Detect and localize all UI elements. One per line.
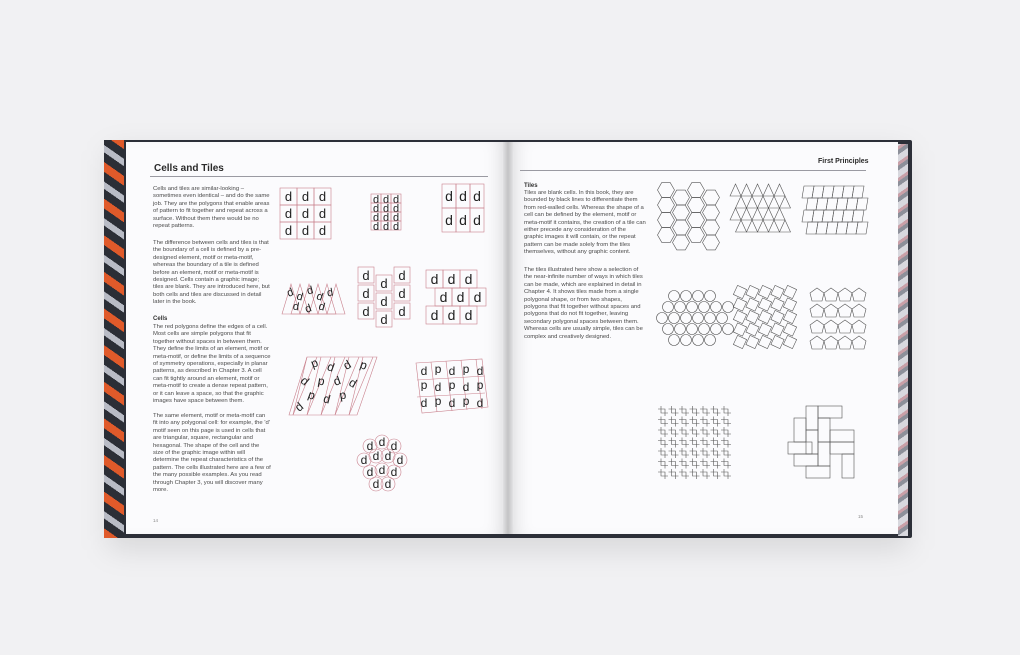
hexagonal-cells-figure: [350, 435, 412, 492]
hexagon-tile: [703, 235, 720, 250]
triangle-tile: [741, 184, 752, 196]
circle-tile: [705, 291, 716, 302]
interlaced-tile: [679, 459, 689, 469]
motif-glyph: d: [456, 289, 465, 305]
herringbone-tile: [788, 442, 812, 454]
motif-glyph: d: [292, 399, 307, 415]
circle-tile: [657, 313, 668, 324]
interlaced-tile: [700, 406, 710, 416]
triangle-tile: [747, 196, 758, 208]
interlaced-tile: [700, 438, 710, 448]
motif-glyph: d: [305, 388, 317, 405]
triangle-tile: [763, 208, 774, 220]
square-tile: [758, 310, 771, 323]
motif-glyph: d: [284, 223, 293, 238]
rotated-hexagon-cells-figure: [408, 357, 490, 417]
square-tile: [758, 298, 771, 311]
interlaced-tile: [690, 417, 700, 427]
interlaced-tile: [721, 427, 731, 437]
hexagon-tile: [673, 205, 690, 220]
motif-glyph: d: [473, 188, 481, 204]
motif-glyph: d: [473, 289, 482, 305]
hexagon-tile: [673, 235, 690, 250]
interlaced-tile: [721, 406, 731, 416]
motif-glyph: d: [430, 271, 439, 287]
motif-glyph: d: [297, 373, 312, 389]
square-tile: [771, 298, 784, 311]
hexagon-tiling-figure: [656, 180, 730, 248]
motif-glyph: d: [464, 307, 473, 323]
herringbone-tile: [830, 430, 854, 442]
motif-glyph: d: [316, 375, 326, 391]
circle-tile: [687, 302, 698, 313]
interlaced-tile: [700, 448, 710, 458]
motif-glyph: d: [380, 294, 388, 309]
motif-glyph: d: [392, 194, 400, 206]
motif-glyph: d: [346, 375, 360, 391]
tight-rectangular-cells-figure: [368, 192, 406, 234]
staggered-cells-figure: [356, 265, 412, 327]
interlaced-tile: [711, 448, 721, 458]
circle-tile: [693, 313, 704, 324]
circle-tile: [711, 324, 722, 335]
hexagon-tile: [688, 198, 705, 213]
motif-glyph: d: [314, 290, 325, 304]
cells-paragraph-1: The red polygons define the edges of a cell. Most cells are simple polygons that fit together without spaces in between them. They define the limits of an element, motif or meta-motif, or define the limits of a sequence of symmetry operations, especially in planar patterns, as described in Chapter 3. A cell can fit tightly around an element, motif or meta-motif to create a dense repeat pattern, or it can leave a space, so that the graphic images have space between them.: [153, 324, 271, 405]
interlaced-tile: [711, 438, 721, 448]
motif-glyph: d: [392, 212, 400, 224]
square-tile: [746, 335, 759, 348]
herringbone-tile: [818, 418, 830, 442]
motif-glyph: d: [291, 300, 300, 314]
interlaced-tile: [721, 469, 731, 479]
square-tile: [733, 335, 746, 348]
circle-tile: [669, 335, 680, 346]
motif-glyph: d: [398, 286, 406, 301]
triangle-tile: [769, 196, 780, 208]
motif-glyph: d: [309, 356, 321, 373]
interlaced-tile: [690, 459, 700, 469]
pentagon-tile: [852, 320, 866, 333]
motif-glyph: d: [284, 189, 293, 204]
circle-tile: [711, 302, 722, 313]
motif-glyph: d: [338, 389, 348, 405]
motif-glyph: d: [390, 439, 398, 453]
circle-tile: [687, 324, 698, 335]
motif-glyph: d: [476, 379, 484, 394]
herringbone-tiling-figure: [786, 404, 868, 484]
triangle-tile: [730, 208, 741, 220]
motif-glyph: d: [384, 449, 392, 463]
motif-glyph: d: [305, 284, 315, 298]
herringbone-tile: [842, 454, 854, 478]
interlaced-tile: [721, 459, 731, 469]
interlaced-tile: [721, 438, 731, 448]
circle-tile: [681, 313, 692, 324]
square-tile: [746, 310, 759, 323]
interlaced-tile: [690, 448, 700, 458]
motif-glyph: d: [372, 212, 380, 224]
circle-tile: [663, 302, 674, 313]
interlaced-tile: [679, 469, 689, 479]
circle-tile: [681, 291, 692, 302]
motif-glyph: d: [372, 203, 380, 215]
square-tile: [733, 323, 746, 336]
circle-tile: [699, 302, 710, 313]
interlaced-tile: [700, 469, 710, 479]
parallelogram-tile: [852, 186, 864, 198]
page-number-left: 14: [153, 518, 159, 523]
interlaced-tile: [658, 438, 668, 448]
motif-glyph: d: [382, 212, 390, 224]
interlaced-tile: [679, 438, 689, 448]
motif-glyph: d: [398, 304, 406, 319]
interlaced-tile: [658, 427, 668, 437]
interlaced-tile: [711, 459, 721, 469]
triangle-tile: [736, 220, 747, 232]
hexagon-tile: [658, 198, 675, 213]
motif-glyph: d: [340, 357, 354, 373]
square-tile: [733, 310, 746, 323]
page-title: Cells and Tiles: [154, 163, 224, 174]
motif-glyph: d: [447, 271, 456, 287]
triangle-tile: [747, 220, 758, 232]
hexagon-tile: [688, 213, 705, 228]
interlaced-tile: [690, 406, 700, 416]
hexagon-tile: [703, 205, 720, 220]
interlaced-tile: [711, 427, 721, 437]
circle-tile: [675, 302, 686, 313]
book-gutter: [503, 142, 513, 534]
circle-tile: [681, 335, 692, 346]
motif-glyph: d: [462, 363, 470, 378]
rotated-triangle-cells-figure: [287, 355, 379, 417]
circle-tile: [705, 335, 716, 346]
interlaced-tile: [669, 448, 679, 458]
triangle-tile: [780, 220, 791, 232]
interlaced-tile: [669, 406, 679, 416]
pentagon-tile: [810, 320, 824, 333]
hexagon-tile: [703, 190, 720, 205]
pentagon-tile: [810, 288, 824, 301]
hexagon-tile: [658, 213, 675, 228]
triangle-tile: [758, 220, 769, 232]
motif-glyph: d: [420, 396, 428, 410]
motif-glyph: d: [447, 307, 456, 323]
pentagon-tile: [838, 288, 852, 301]
interlaced-tile: [721, 448, 731, 458]
motif-glyph: d: [301, 223, 310, 238]
motif-glyph: d: [303, 302, 314, 316]
cairo-tiling-figure: [806, 284, 866, 354]
running-head: First Principles: [818, 158, 869, 165]
circle-tile: [669, 291, 680, 302]
interlaced-tile: [700, 417, 710, 427]
motif-glyph: d: [380, 312, 388, 327]
interlaced-tile: [669, 417, 679, 427]
interlaced-tile: [679, 406, 689, 416]
pentagon-tile: [810, 304, 824, 317]
circle-tile: [705, 313, 716, 324]
motif-glyph: d: [366, 439, 374, 453]
triangle-tile: [774, 184, 785, 196]
pentagon-tile: [852, 288, 866, 301]
interlaced-tile: [669, 427, 679, 437]
motif-glyph: d: [357, 358, 369, 375]
pentagon-tile: [838, 336, 852, 349]
motif-glyph: d: [362, 304, 370, 319]
interlaced-tile: [679, 448, 689, 458]
triangle-tile: [741, 208, 752, 220]
square-tile: [783, 285, 796, 298]
motif-glyph: d: [390, 465, 398, 479]
motif-glyph: d: [372, 477, 380, 491]
hexagon-tile: [658, 228, 675, 243]
motif-glyph: d: [372, 449, 380, 463]
motif-glyph: d: [462, 380, 470, 394]
triangle-tiling-figure: [730, 184, 792, 240]
motif-glyph: d: [360, 453, 368, 467]
motif-glyph: d: [295, 290, 305, 304]
motif-glyph: d: [317, 300, 327, 314]
motif-glyph: d: [430, 307, 439, 323]
motif-glyph: d: [434, 395, 442, 410]
motif-glyph: d: [396, 453, 404, 467]
motif-glyph: d: [420, 379, 428, 394]
pentagon-tile: [838, 304, 852, 317]
motif-glyph: d: [366, 465, 374, 479]
hexagon-tile: [658, 183, 675, 198]
motif-glyph: d: [284, 206, 293, 221]
tiles-paragraph-2: The tiles illustrated here show a selection of the near-infinite number of ways in which tiles can be made, which are explained in detail in Chapter 4. It shows tiles made from a single polygonal shape, or from two shapes, polygons that fit together without spaces and polygons that do not fit together, leaving secondary polygonal spaces between them. Whereas cells are usually simple, tiles can be complex and creatively designed.: [524, 267, 643, 340]
hexagon-tile: [673, 220, 690, 235]
motif-glyph: d: [439, 289, 448, 305]
interlaced-tile: [658, 459, 668, 469]
cover-pattern-left: [104, 140, 124, 538]
triangle-tile: [780, 196, 791, 208]
pentagon-tile: [824, 320, 838, 333]
square-tile: [783, 335, 796, 348]
circle-tile: [699, 324, 710, 335]
square-tile: [783, 323, 796, 336]
motif-glyph: d: [380, 276, 388, 291]
motif-glyph: d: [378, 463, 386, 477]
triangle-tile: [752, 184, 763, 196]
motif-glyph: d: [459, 212, 467, 228]
interlaced-tile: [690, 438, 700, 448]
circle-tile: [663, 324, 674, 335]
hexagon-tile: [688, 228, 705, 243]
motif-glyph: d: [318, 206, 327, 221]
motif-glyph: d: [325, 359, 337, 375]
square-tile: [758, 335, 771, 348]
motif-glyph: d: [473, 212, 481, 228]
herringbone-tile: [794, 418, 806, 442]
triangle-tile: [769, 220, 780, 232]
motif-glyph: d: [384, 477, 392, 491]
intro-paragraph-1: Cells and tiles are similar-looking – sometimes even identical – and do the same job. They are the polygons that enable areas of pattern to fit together and repeat across a surface. Without them there would be no repeat patterns.: [153, 186, 270, 230]
triangle-tile: [730, 184, 741, 196]
brick-cells-figure: [424, 268, 484, 326]
pentagon-tile: [852, 336, 866, 349]
tiles-subheading: Tiles: [524, 183, 538, 189]
motif-glyph: d: [378, 435, 386, 449]
hexagon-tile: [703, 220, 720, 235]
herringbone-tile: [818, 406, 842, 418]
page-edges-right: [898, 144, 908, 536]
title-rule: [150, 176, 488, 177]
interlaced-tile: [658, 448, 668, 458]
motif-glyph: d: [301, 206, 310, 221]
circle-packing-tiling-figure: [656, 290, 730, 350]
motif-glyph: d: [301, 189, 310, 204]
running-head-rule: [520, 170, 866, 171]
herringbone-tile: [818, 442, 830, 466]
motif-glyph: d: [285, 286, 296, 300]
triangle-tile: [736, 196, 747, 208]
circle-tile: [675, 324, 686, 335]
motif-glyph: d: [434, 380, 442, 394]
motif-glyph: d: [392, 203, 400, 215]
interlaced-tile: [711, 469, 721, 479]
motif-glyph: d: [382, 194, 390, 206]
interlaced-tiling-figure: [656, 404, 732, 484]
square-tile: [746, 323, 759, 336]
interlaced-tile: [679, 427, 689, 437]
motif-glyph: d: [321, 391, 332, 407]
interlaced-tile: [669, 469, 679, 479]
herringbone-tile: [794, 454, 818, 466]
triangle-tile: [758, 196, 769, 208]
parallelogram-tiling-figure: [804, 186, 868, 238]
motif-glyph: d: [459, 188, 467, 204]
square-tile: [771, 285, 784, 298]
pentagon-tile: [824, 288, 838, 301]
square-tile: [783, 310, 796, 323]
hexagon-tile: [673, 190, 690, 205]
interlaced-tile: [690, 427, 700, 437]
motif-glyph: d: [464, 271, 473, 287]
square-tile: [771, 310, 784, 323]
circle-tile: [693, 335, 704, 346]
circle-tile: [693, 291, 704, 302]
motif-glyph: d: [398, 268, 406, 283]
intro-paragraph-2: The difference between cells and tiles is that the boundary of a cell is defined by a pre-designed element, motif or meta-motif, whereas the boundary of a tile is defined before an element, motif or meta-motif is designed. Cells contain a graphic image; tiles are blank. They are introduced here, but both cells and tiles are discussed in detail later in the book.: [153, 240, 270, 306]
interlaced-tile: [679, 417, 689, 427]
motif-glyph: d: [318, 189, 327, 204]
pentagon-tile: [824, 336, 838, 349]
square-tile: [758, 285, 771, 298]
interlaced-tile: [669, 438, 679, 448]
square-tile: [733, 298, 746, 311]
motif-glyph: d: [331, 373, 343, 389]
triangle-tile: [763, 184, 774, 196]
cells-subheading: Cells: [153, 316, 168, 322]
interlaced-tile: [711, 417, 721, 427]
circle-tile: [717, 313, 728, 324]
pentagon-tile: [810, 336, 824, 349]
pentagon-tile: [838, 320, 852, 333]
motif-glyph: d: [445, 212, 453, 228]
interlaced-tile: [711, 406, 721, 416]
parallelogram-tile: [852, 210, 864, 222]
interlaced-tile: [658, 417, 668, 427]
triangular-cells-figure: [282, 278, 342, 318]
motif-glyph: d: [445, 188, 453, 204]
interlaced-tile: [700, 427, 710, 437]
interlaced-tile: [721, 417, 731, 427]
herringbone-tile: [806, 406, 818, 430]
motif-glyph: d: [448, 364, 456, 378]
motif-glyph: d: [326, 286, 335, 300]
motif-glyph: d: [476, 396, 484, 410]
tall-rectangular-cells-figure: [440, 182, 486, 234]
pentagon-tile: [852, 304, 866, 317]
square-tile: [746, 285, 759, 298]
interlaced-tile: [690, 469, 700, 479]
motif-glyph: d: [372, 194, 380, 206]
motif-glyph: d: [448, 396, 456, 410]
hexagon-tile: [688, 183, 705, 198]
herringbone-tile: [830, 442, 854, 454]
motif-glyph: d: [382, 203, 390, 215]
rotated-square-tiling-figure: [734, 286, 798, 350]
square-tile: [771, 323, 784, 336]
square-tile: [758, 323, 771, 336]
motif-glyph: d: [448, 379, 456, 394]
triangle-tile: [774, 208, 785, 220]
interlaced-tile: [700, 459, 710, 469]
pentagon-tile: [824, 304, 838, 317]
herringbone-tile: [806, 466, 830, 478]
square-tile: [746, 298, 759, 311]
cells-paragraph-2: The same element, motif or meta-motif can fit into any polygonal cell: for example, the 'd' motif seen on this page is used in cells that are triangular, square, rectangular and hexagonal. The shape of the cell and the size of the graphic image within will determine the repeat characteristics of the pattern. The cells illustrated here are a few of the many possible examples. As you read through Chapter 3, you will discover many more.: [153, 413, 271, 494]
motif-glyph: d: [362, 268, 370, 283]
square-tile: [783, 298, 796, 311]
interlaced-tile: [658, 406, 668, 416]
motif-glyph: d: [476, 364, 484, 378]
interlaced-tile: [669, 459, 679, 469]
square-tile: [733, 285, 746, 298]
circle-tile: [669, 313, 680, 324]
motif-glyph: d: [462, 395, 470, 410]
motif-glyph: d: [362, 286, 370, 301]
motif-glyph: d: [434, 363, 442, 378]
interlaced-tile: [658, 469, 668, 479]
square-tile: [771, 335, 784, 348]
triangle-tile: [752, 208, 763, 220]
page-number-right: 15: [858, 514, 864, 519]
parallelogram-tile: [856, 198, 868, 210]
square-cells-figure: [278, 186, 333, 242]
motif-glyph: d: [372, 221, 380, 233]
parallelogram-tile: [856, 222, 868, 234]
motif-glyph: d: [318, 223, 327, 238]
motif-glyph: d: [392, 221, 400, 233]
motif-glyph: d: [420, 364, 428, 378]
motif-glyph: d: [382, 221, 390, 233]
tiles-paragraph-1: Tiles are blank cells. In this book, they are bounded by black lines to differentiate them from red-walled cells. Whereas the shape of a cell can be defined by the element, motif or meta-motif it contains, the creation of a tile can either precede any consideration of the graphic images it will contain, or the repeat pattern can be made solely from the tiles themselves, without any graphic content.: [524, 190, 646, 256]
